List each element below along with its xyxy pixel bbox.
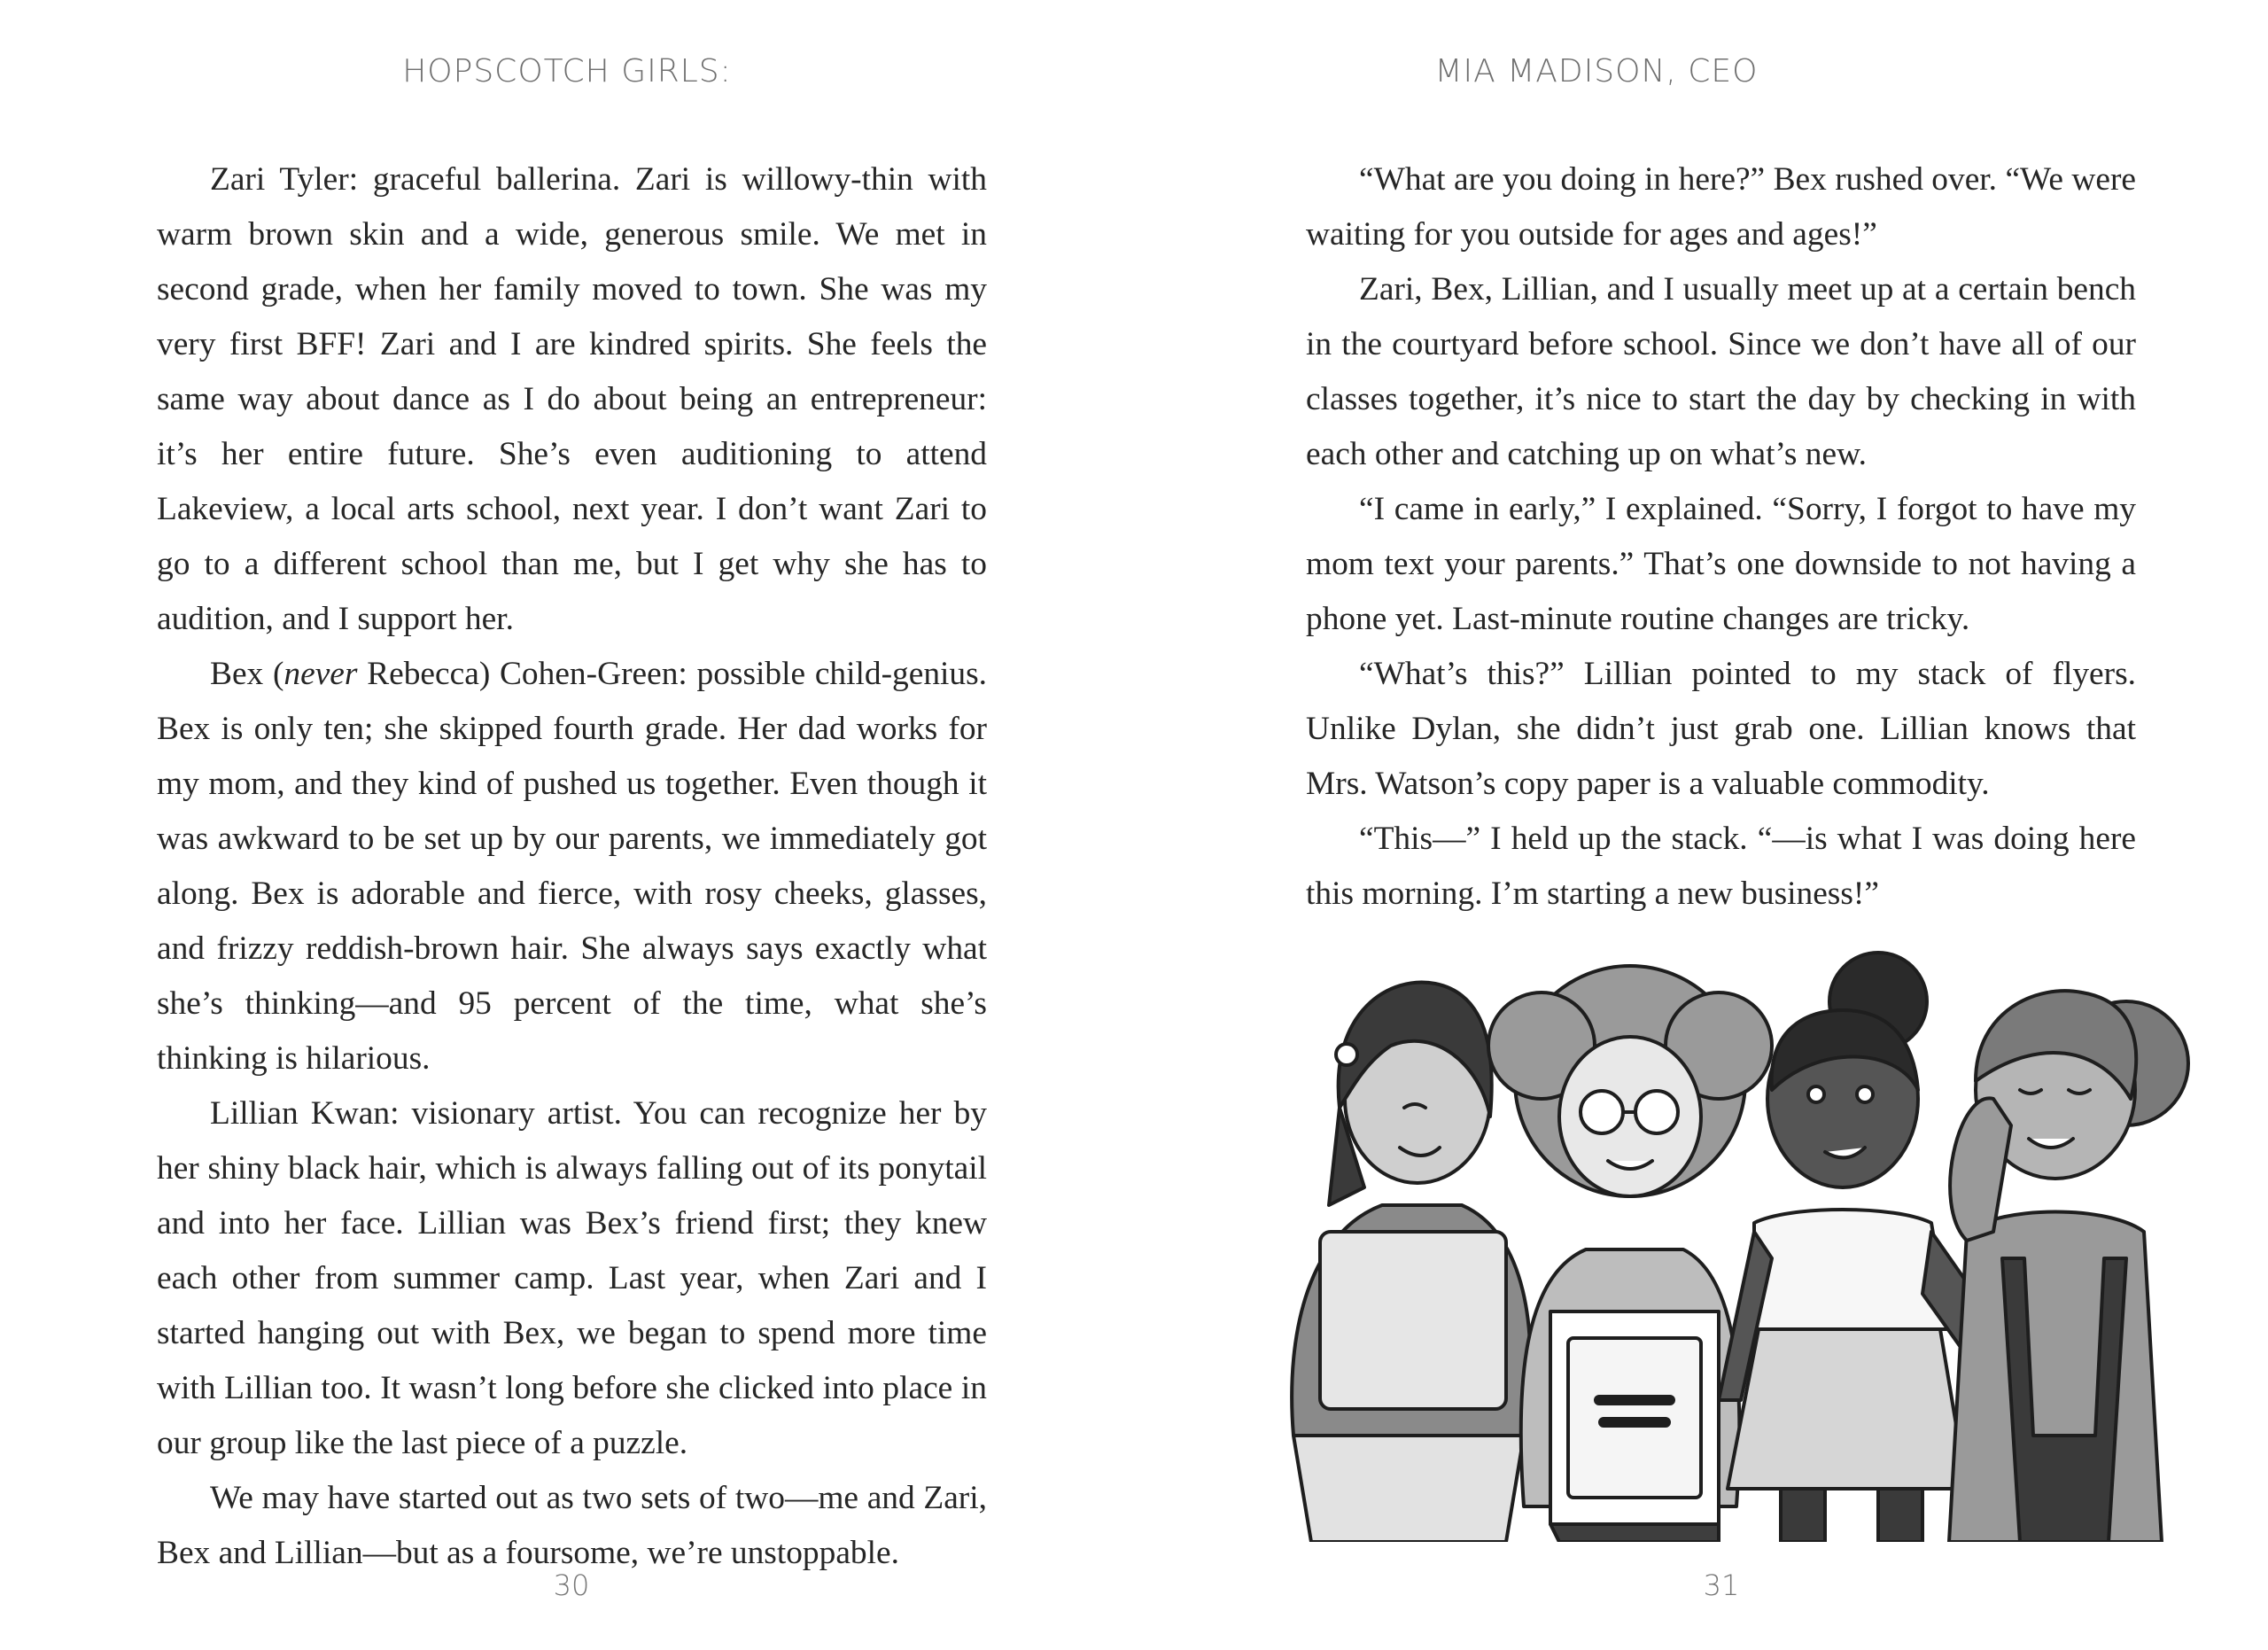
running-head-book-title: MIA MADISON, CEO: [1434, 53, 1759, 90]
paragraph-flyers: “What’s this?” Lillian pointed to my stack of flyers. Unlike Dylan, she didn’t just grab one. Lillian knows that Mrs. Watson’s copy paper is a valuable commodity.: [1306, 656, 2136, 802]
paragraph-bex-rushed: “What are you doing in here?” Bex rushed over. “We were waiting for you outside for ages and ages!”: [1306, 161, 2136, 253]
right-page: [1134, 0, 2268, 1650]
page-number-right: 31: [1703, 1568, 1740, 1602]
paragraph-bex-rest: Rebecca) Cohen-Green: possible child-genius. Bex is only ten; she skipped fourth grade. Her dad works for my mom, and they kind of pushed us together. Even though it was awkward to be set up by our parents, we immediately got along. Bex is adorable and fierce, with rosy cheeks, glasses, and frizzy reddish-brown hair. She always says exactly what she’s thinking—and 95 percent of the time, what she’s thinking is hilarious.: [157, 656, 988, 1077]
girl-bex-figure: [1488, 966, 1772, 1542]
paragraph-bex: [157, 647, 987, 1086]
paragraph-lillian: Lillian Kwan: visionary artist. You can recognize her by her shiny black hair, which is always falling out of its ponytail and into her face. Lillian was Bex’s friend first; they knew each other from summer camp. Last year, when Zari and I started hanging out with Bex, we began to spend more time with Lillian too. It wasn’t long before she clicked into place in our group like the last piece of a puzzle.: [157, 1095, 987, 1461]
paragraph-bex-start: Bex (: [210, 656, 284, 692]
girl-mia-figure: [1949, 991, 2188, 1542]
page-number-left: 30: [553, 1568, 590, 1602]
emphasis-never: never: [284, 656, 358, 692]
paragraph-zari: Zari Tyler: graceful ballerina. Zari is willowy-thin with warm brown skin and a wide, generous smile. We met in second grade, when her family moved to town. She was my very first BFF! Zari and I are kindred spirits. She feels the same way about dance as I do about being an entrepreneur: it’s her entire future. She’s even auditioning to attend Lakeview, a local arts school, next year. I don’t want Zari to go to a different school than me, but I get why she has to audition, and I support her.: [157, 161, 987, 637]
paragraph-new-business: “This—” I held up the stack. “—is what I was doing here this morning. I’m starting a new business!”: [1306, 821, 2136, 912]
paragraph-came-early: “I came in early,” I explained. “Sorry, I forgot to have my mom text your parents.” That’s one downside to not having a phone yet. Last-minute routine changes are tricky.: [1306, 491, 2136, 637]
right-page-text: [1306, 152, 2136, 922]
paragraph-foursome: We may have started out as two sets of two—me and Zari, Bex and Lillian—but as a foursome, we’re unstoppable.: [157, 1480, 987, 1571]
four-girls-illustration: [1258, 939, 2197, 1542]
running-head-series-title: HOPSCOTCH GIRLS:: [402, 53, 732, 90]
left-page-text: [157, 152, 987, 1581]
paragraph-bench: Zari, Bex, Lillian, and I usually meet up at a certain bench in the courtyard before school. Since we don’t have all of our classes together, it’s nice to start the day by checking in with each other and catching up on what’s new.: [1306, 271, 2136, 472]
